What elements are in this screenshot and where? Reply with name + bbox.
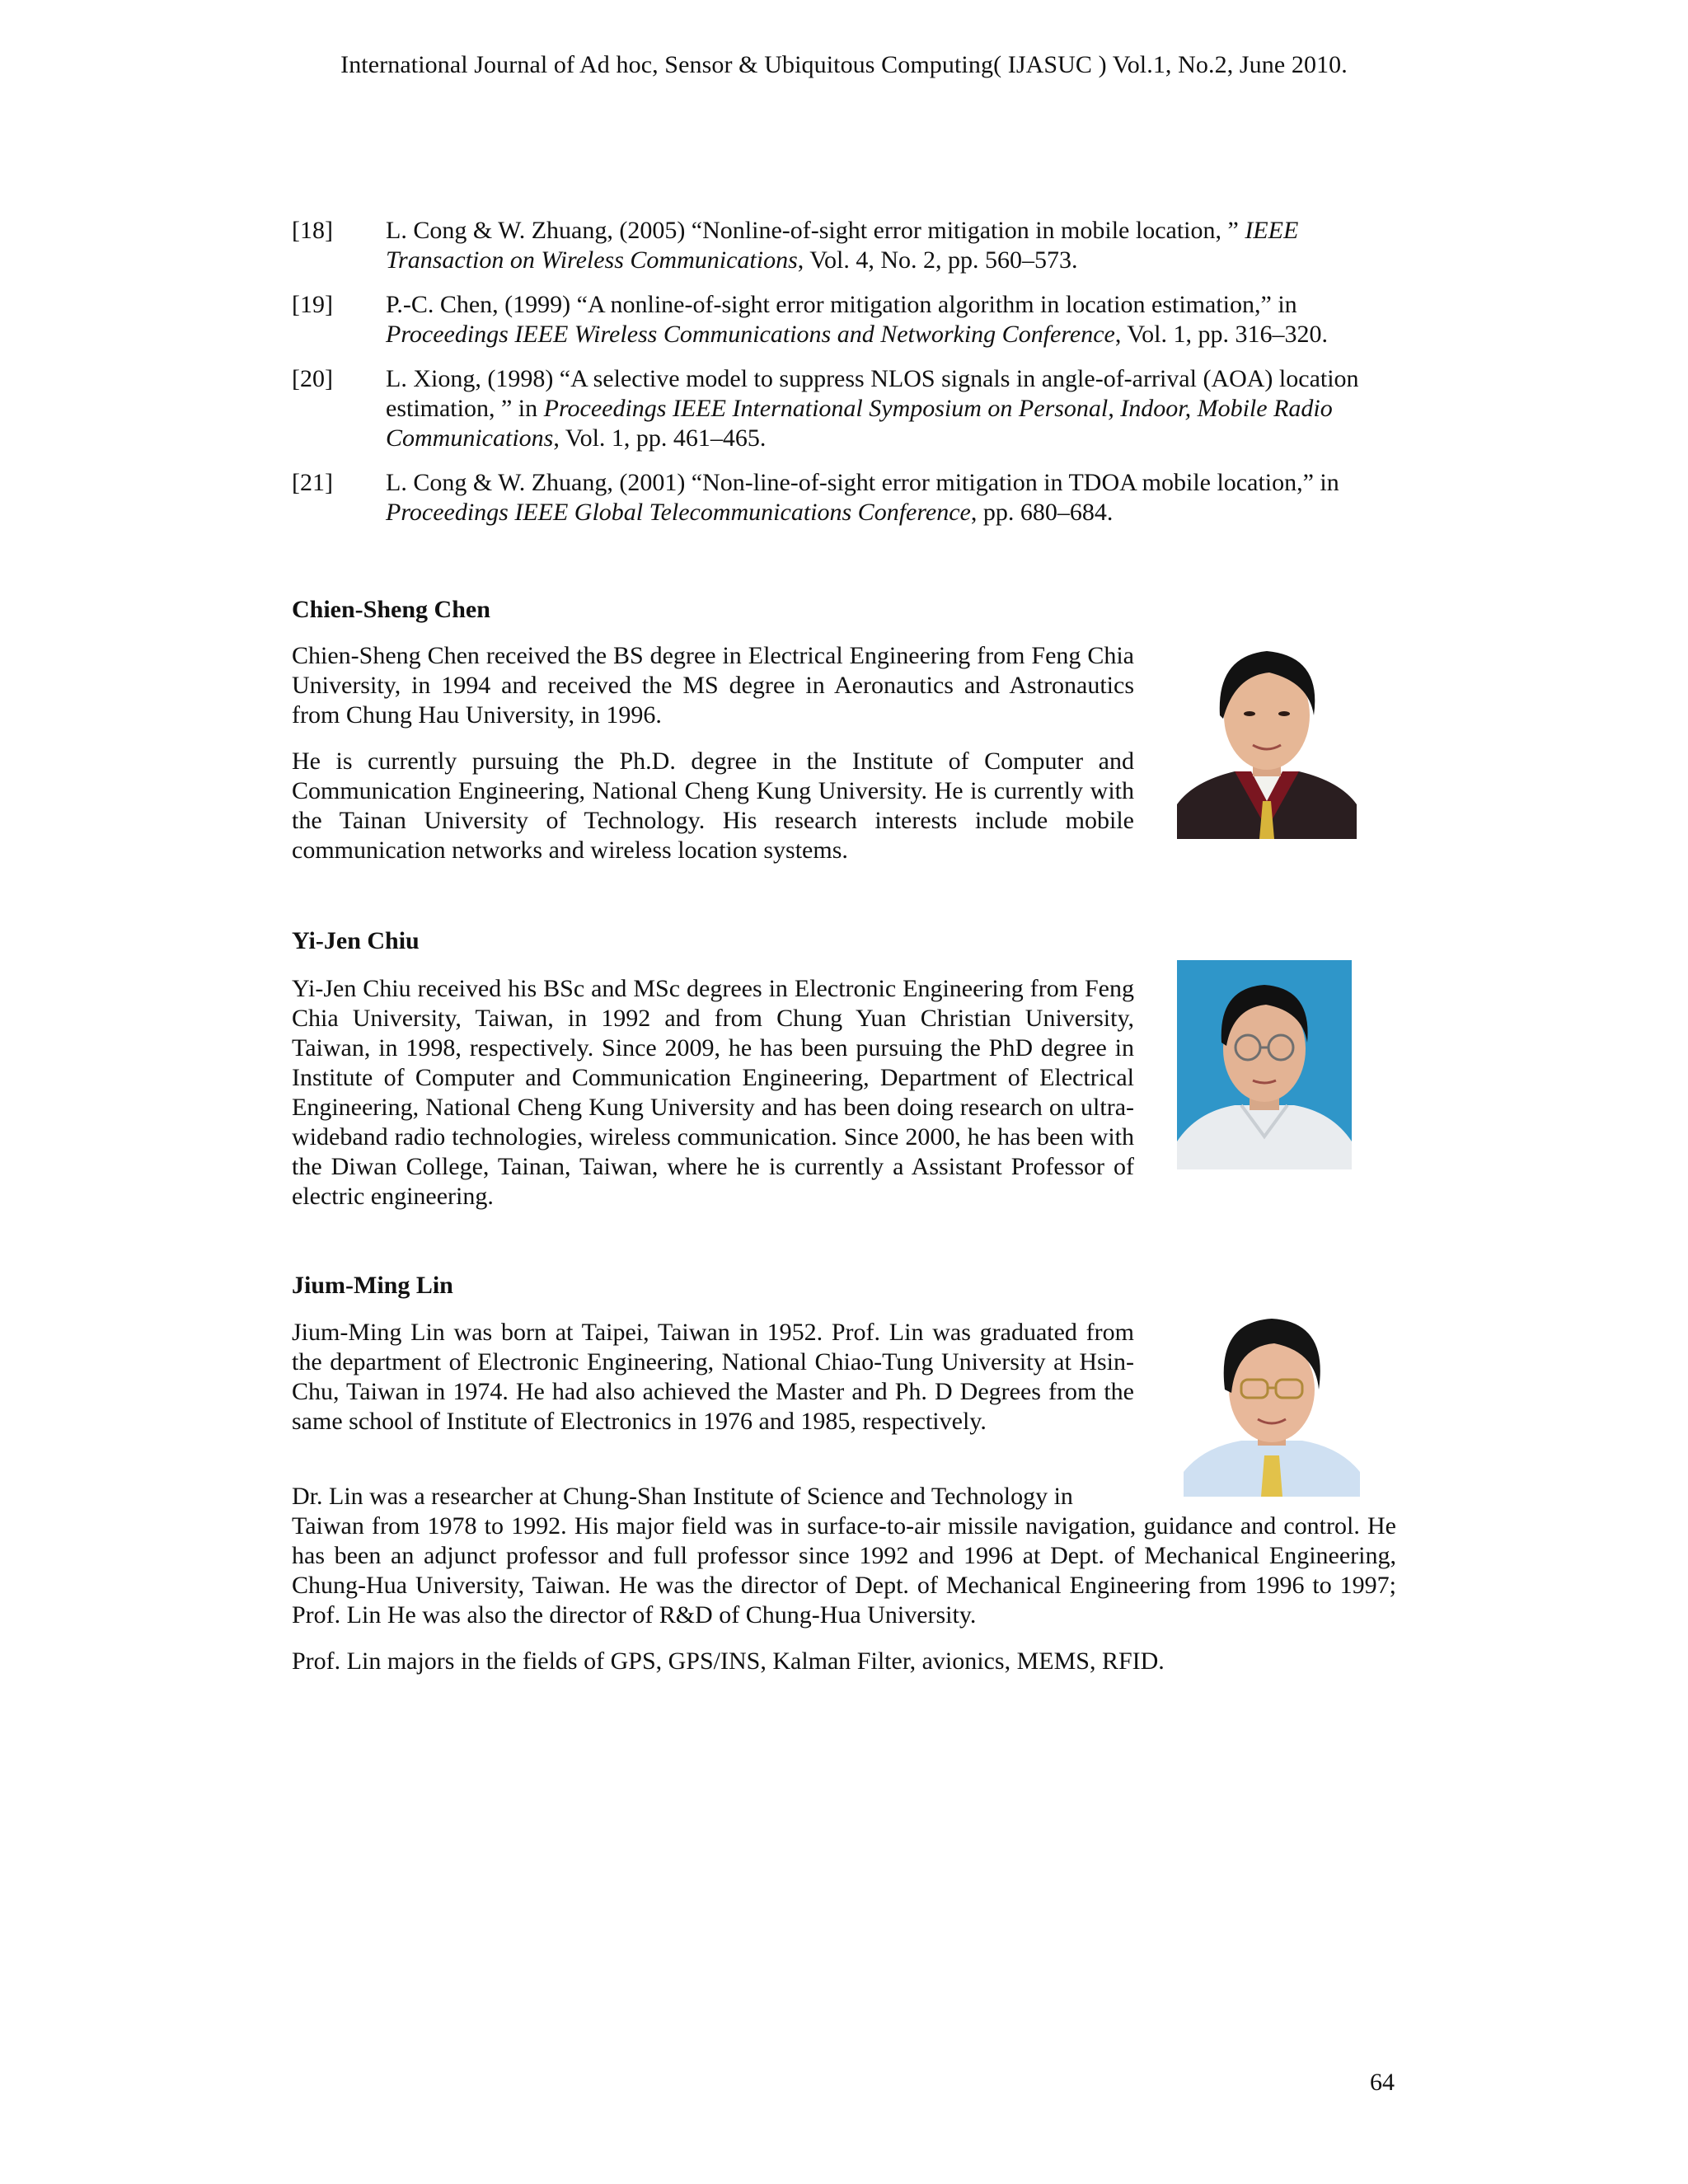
reference-text: L. Cong & W. Zhuang, (2001) “Non-line-of-sight error mitigation in TDOA mobile location,” in (386, 469, 1339, 496)
reference-text: L. Cong & W. Zhuang, (2005) “Nonline-of-sight error mitigation in mobile location, ” (386, 217, 1245, 244)
bio-paragraph: He is currently pursuing the Ph.D. degree in the Institute of Computer and Communication Engineering, National Cheng Kung University. He is currently with the Tainan University of Technology. His research interests include mobile communication networks and wireless location systems. (292, 748, 1134, 864)
reference-text: L. Xiong, (1998) “A selective model to suppress NLOS signals in angle-of-arrival (AOA) location estimation, ” in (386, 365, 1359, 422)
reference-number: [18] (292, 217, 333, 244)
page-number: 64 (1370, 2069, 1395, 2096)
bio-name-jium-ming-lin: Jium-Ming Lin (292, 1272, 453, 1299)
author-photo-chien-sheng-chen (1177, 640, 1357, 839)
bio-paragraph: Yi-Jen Chiu received his BSc and MSc degrees in Electronic Engineering from Feng Chia University, Taiwan, in 1992 and from Chung Yuan Christian University, Taiwan, in 1998, respectively. Since 2009, he has been pursuing the PhD degree in Institute of Computer and Communication Engineering, Department of Electrical Engineering, National Cheng Kung University and has been doing research on ultra-wideband radio technologies, wireless communication. Since 2000, he has been with the Diwan College, Tainan, Taiwan, where he is currently a Assistant Professor of electric engineering. (292, 975, 1134, 1210)
reference-item (292, 290, 1396, 349)
reference-text: P.-C. Chen, (1999) “A nonline-of-sight error mitigation algorithm in location estimation,” in (386, 291, 1297, 318)
reference-details: , pp. 680–684. (970, 499, 1114, 526)
reference-item (292, 216, 1396, 275)
bio-paragraph: Jium-Ming Lin was born at Taipei, Taiwan in 1952. Prof. Lin was graduated from the department of Electronic Engineering, National Chiao-Tung University at Hsin-Chu, Taiwan in 1974. He had also achieved the Master and Ph. D Degrees from the same school of Institute of Electronics in 1976 and 1985, respectively. (292, 1319, 1134, 1435)
reference-item (292, 364, 1396, 453)
reference-venue: IEEE Transaction on Wireless Communications (386, 217, 1299, 274)
reference-details: , Vol. 1, pp. 461–465. (553, 424, 767, 452)
author-photo-jium-ming-lin (1184, 1310, 1360, 1497)
bio-paragraph: Taiwan from 1978 to 1992. His major field was in surface-to-air missile navigation, guidance and control. He has been an adjunct professor and full professor since 1992 and 1996 at Dept. of Mechanical Engineering, Chung-Hua University, Taiwan. He was the director of Dept. of Mechanical Engineering from 1996 to 1997; Prof. Lin He was also the director of R&D of Chung-Hua University. (292, 1512, 1396, 1629)
reference-venue: Proceedings IEEE Wireless Communications and Networking Conference (386, 321, 1115, 348)
author-photo-yi-jen-chiu (1177, 960, 1352, 1169)
reference-number: [21] (292, 469, 333, 496)
reference-details: , Vol. 1, pp. 316–320. (1114, 321, 1328, 348)
journal-header: International Journal of Ad hoc, Sensor & Ubiquitous Computing( IJASUC ) Vol.1, No.2, June 2010. (340, 51, 1348, 78)
bio-paragraph: Chien-Sheng Chen received the BS degree in Electrical Engineering from Feng Chia University, in 1994 and received the MS degree in Aeronautics and Astronautics from Chung Hau University, in 1996. (292, 642, 1134, 729)
reference-venue: Proceedings IEEE International Symposium on Personal, Indoor, Mobile Radio Communications (386, 395, 1333, 452)
reference-item (292, 468, 1396, 527)
bio-paragraph: Prof. Lin majors in the fields of GPS, GPS/INS, Kalman Filter, avionics, MEMS, RFID. (292, 1647, 1165, 1675)
reference-number: [19] (292, 291, 333, 318)
bio-paragraph: Dr. Lin was a researcher at Chung-Shan Institute of Science and Technology in (292, 1483, 1073, 1510)
bio-name-yi-jen-chiu: Yi-Jen Chiu (292, 927, 420, 954)
bio-name-chien-sheng-chen: Chien-Sheng Chen (292, 596, 490, 623)
reference-number: [20] (292, 365, 333, 392)
reference-details: , Vol. 4, No. 2, pp. 560–573. (797, 246, 1078, 274)
reference-list (292, 216, 1396, 542)
reference-venue: Proceedings IEEE Global Telecommunications Conference (386, 499, 971, 526)
